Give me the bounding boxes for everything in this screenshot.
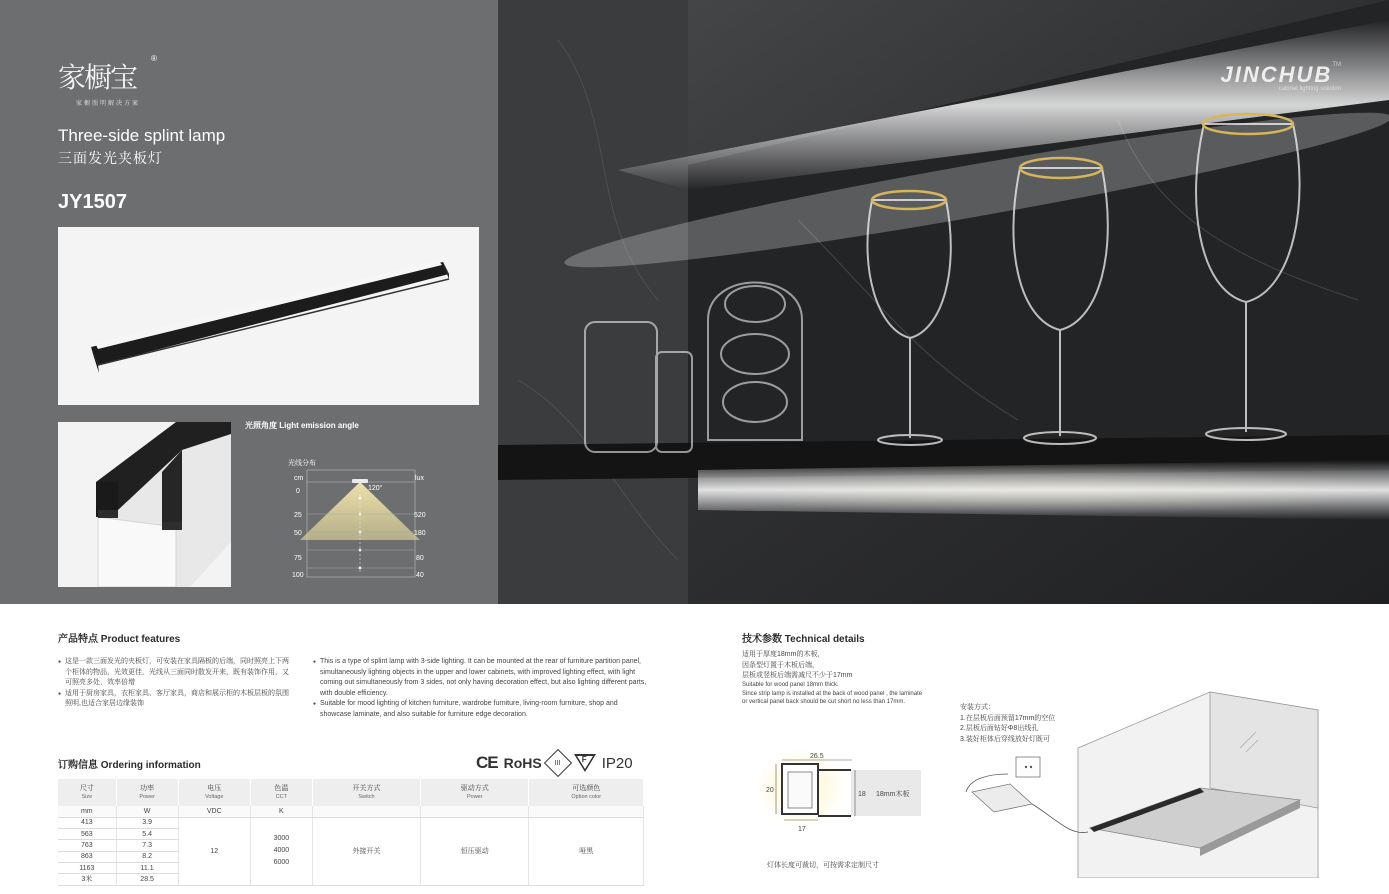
table-unit-row: mm W VDC K [58,806,644,817]
ce-mark: CE [476,753,498,772]
ordering-title: 订购信息 Ordering information [58,760,201,771]
col-size: 尺寸 Size [58,779,116,806]
col-voltage: 电压 Voltage [178,779,250,806]
features-cn [58,657,290,710]
dimension-drawing [758,748,923,838]
lamp-icon [352,479,368,483]
cm-tick: 50 [294,530,302,537]
profile-photo [58,422,231,587]
board-label: 18mm木板 [876,791,910,798]
color-cell: 哑黑 [529,817,644,885]
features-en [313,657,648,720]
lux-tick: 180 [414,530,426,537]
table-row: 413 3.9 12 3000 4000 6000 外接开关 恒压驱动 哑黑 [58,817,644,828]
class-iii-icon [544,749,572,777]
lux-tick: 80 [416,555,424,562]
col-color: 可选颜色 Option color [529,779,644,806]
dim-top: 26.5 [810,753,824,760]
profile-cross-section-illustration [58,422,231,587]
dim-right: 18 [858,791,866,798]
lux-unit-label: lux [415,475,424,482]
cut-note: 灯体长度可裁切，可按需求定制尺寸 [767,862,879,869]
brand-logo [58,54,157,107]
table-row: 3米 28.5 [58,874,644,885]
product-photo [58,227,479,405]
dim-bottom: 17 [798,826,806,833]
install-instructions: 安装方式： 1.在层板后面预留17mm的空位 2.层板后面钻好Φ8出线孔 3.装好柜体后穿线放好灯既可 [960,704,1056,743]
f-mark-label: F [581,755,587,764]
rohs-mark: RoHS [503,755,542,771]
lux-tick: 520 [414,512,426,519]
technical-title: 技术参数 Technical details [742,634,865,645]
table-row: 563 5.4 [58,829,644,840]
ordering-table [58,779,644,886]
registered-mark: ® [151,54,157,63]
model-number: JY1507 [58,191,127,213]
product-name-cn: 三面发光夹板灯 [58,150,163,166]
col-driver: 驱动方式 Power [421,779,529,806]
cct-cell: 3000 4000 6000 [250,817,312,885]
logo-tagline: 家橱照明解决方案 [76,101,141,107]
trademark-mark: TM [1332,62,1341,68]
col-power: 功率 Power [116,779,178,806]
certification-marks [476,753,633,773]
col-cct: 色温 CCT [250,779,312,806]
installation-diagram [960,688,1320,878]
lux-tick: 40 [416,572,424,579]
f-mark-icon [574,754,596,772]
brand-tagline: cabinet lighting solution [1278,86,1341,92]
angle-title: 光照角度 Light emission angle [245,421,359,430]
feature-item-en: ● This is a type of splint lamp with 3-side lighting. It can be mounted at the rear of furniture partition panel, simultaneously lighting objects in the upper and lower cabinets, with improved lighting effect, with light coming out simultaneously from 3 sides, not only having decoration effect, but also lighting different parts, with double efficiency. [313,657,648,699]
feature-item-en: ● Suitable for mood lighting of kitchen furniture, wardrobe furniture, living-room furniture, shop and showcase laminate, and also suitable for furniture edge decoration. [313,699,648,720]
cm-tick: 0 [296,488,300,495]
table-row: 1163 11.1 [58,862,644,873]
technical-cn: 适用于厚度18mm的木板， 因条型灯置于木板后端， 层板或竖板后端需减尺不少于17mm [742,651,853,679]
product-name-en: Three-side splint lamp [58,126,226,145]
class-iii-label: III [554,759,561,767]
cm-tick: 25 [294,512,302,519]
dim-left: 20 [766,787,774,794]
cm-tick: 100 [292,572,304,579]
light-distribution-chart [290,468,430,583]
switch-cell: 外接开关 [312,817,420,885]
col-switch: 开关方式 Switch [312,779,420,806]
socket-icon [1016,757,1040,777]
feature-item-cn: ● 这是一款三面发光的夹板灯，可安装在家具隔板的后端，同时照亮上下两个柜体的物品，光效更佳，光线从三面同时散发开来，既有装饰作用，又可照亮多处，效率倍增 [58,657,290,689]
ip-rating: IP20 [601,754,633,772]
table-row: 763 7.3 [58,840,644,851]
driver-cell: 恒压驱动 [421,817,529,885]
angle-subtitle: 光线分布 [288,460,316,467]
hero-photo [498,0,1389,604]
brand-name: JINCHUB [1220,62,1333,87]
cm-unit-label: cm [294,475,304,482]
table-header-row [58,779,644,806]
features-title: 产品特点 Product features [58,634,181,645]
technical-en: Suitable for wood panel 18mm thick. Since strip lamp is installed at the back of wood panel , the laminate or vertical panel back should be cut short no less than 17mm. [742,682,923,705]
top-info-panel [0,0,498,604]
angle-label: 120° [368,485,383,492]
voltage-cell: 12 [178,817,250,885]
lamp-bar-illustration [58,227,479,405]
brand-watermark [1221,62,1341,92]
cm-tick: 75 [294,555,302,562]
feature-item-cn: ● 适用于厨房家具，衣柜家具、客厅家具，商店和展示柜的木板层板的氛围照明,也适合家居边缘装饰 [58,689,290,710]
driver-box-icon [972,784,1032,812]
table-row: 863 8.2 [58,851,644,862]
logo-text: 家橱宝 [58,61,137,94]
